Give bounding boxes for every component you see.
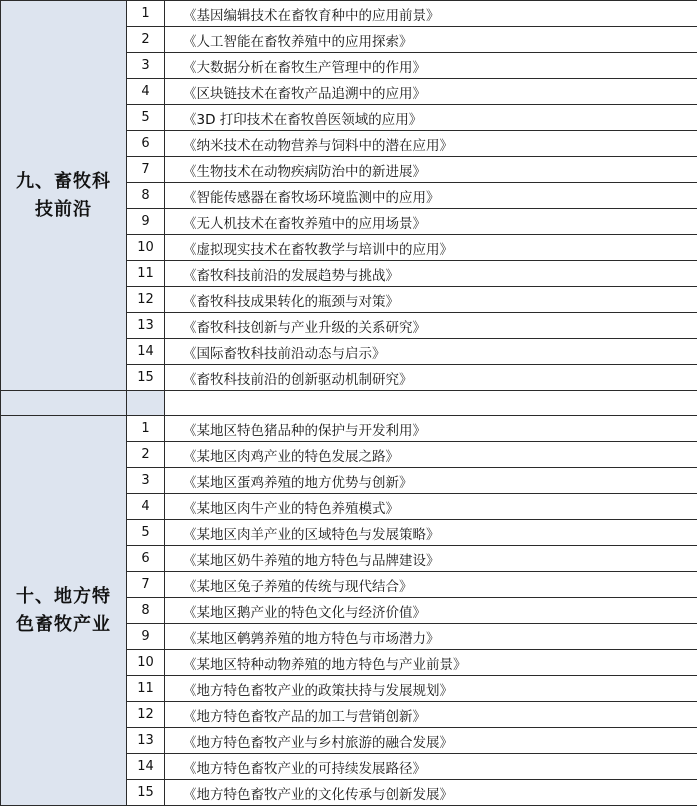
item-title: 《无人机技术在畜牧养殖中的应用场景》 — [165, 209, 697, 235]
table-row — [1, 1, 697, 27]
item-title: 《某地区奶牛养殖的地方特色与品牌建设》 — [165, 546, 697, 572]
separator-row — [1, 391, 697, 416]
item-number: 5 — [127, 105, 165, 131]
item-title: 《某地区肉羊产业的区域特色与发展策略》 — [165, 520, 697, 546]
item-number: 9 — [127, 624, 165, 650]
category-label-line2: 色畜牧产业 — [16, 613, 111, 635]
item-title: 《某地区鹅产业的特色文化与经济价值》 — [165, 598, 697, 624]
item-number: 4 — [127, 494, 165, 520]
item-title: 《某地区兔子养殖的传统与现代结合》 — [165, 572, 697, 598]
category-cell — [1, 416, 127, 806]
item-title: 《某地区特种动物养殖的地方特色与产业前景》 — [165, 650, 697, 676]
item-title: 《智能传感器在畜牧场环境监测中的应用》 — [165, 183, 697, 209]
category-cell — [1, 1, 127, 391]
item-title: 《某地区鹌鹑养殖的地方特色与市场潜力》 — [165, 624, 697, 650]
item-number: 1 — [127, 416, 165, 442]
item-number: 10 — [127, 650, 165, 676]
item-number: 2 — [127, 442, 165, 468]
blank-cell — [127, 391, 165, 416]
item-title: 《畜牧科技成果转化的瓶颈与对策》 — [165, 287, 697, 313]
item-title: 《畜牧科技创新与产业升级的关系研究》 — [165, 313, 697, 339]
item-number: 7 — [127, 157, 165, 183]
blank-cell — [1, 391, 127, 416]
item-number: 7 — [127, 572, 165, 598]
item-title: 《地方特色畜牧产业的可持续发展路径》 — [165, 754, 697, 780]
blank-cell — [165, 391, 697, 416]
topic-table-body — [1, 1, 697, 806]
item-title: 《某地区蛋鸡养殖的地方优势与创新》 — [165, 468, 697, 494]
item-number: 12 — [127, 287, 165, 313]
item-number: 12 — [127, 702, 165, 728]
item-number: 8 — [127, 183, 165, 209]
item-number: 9 — [127, 209, 165, 235]
item-title: 《地方特色畜牧产品的加工与营销创新》 — [165, 702, 697, 728]
item-title: 《3D 打印技术在畜牧兽医领域的应用》 — [165, 105, 697, 131]
item-title: 《区块链技术在畜牧产品追溯中的应用》 — [165, 79, 697, 105]
item-number: 8 — [127, 598, 165, 624]
category-label-line1: 九、畜牧科 — [16, 170, 111, 192]
item-title: 《某地区肉鸡产业的特色发展之路》 — [165, 442, 697, 468]
item-number: 6 — [127, 546, 165, 572]
table-row — [1, 416, 697, 442]
item-number: 14 — [127, 754, 165, 780]
item-number: 6 — [127, 131, 165, 157]
item-number: 2 — [127, 27, 165, 53]
item-number: 13 — [127, 728, 165, 754]
item-number: 15 — [127, 780, 165, 806]
item-title: 《人工智能在畜牧养殖中的应用探索》 — [165, 27, 697, 53]
item-title: 《畜牧科技前沿的发展趋势与挑战》 — [165, 261, 697, 287]
item-title: 《地方特色畜牧产业的政策扶持与发展规划》 — [165, 676, 697, 702]
item-title: 《基因编辑技术在畜牧育种中的应用前景》 — [165, 1, 697, 27]
item-title: 《大数据分析在畜牧生产管理中的作用》 — [165, 53, 697, 79]
item-number: 3 — [127, 53, 165, 79]
item-number: 15 — [127, 365, 165, 391]
item-title: 《地方特色畜牧产业与乡村旅游的融合发展》 — [165, 728, 697, 754]
item-number: 4 — [127, 79, 165, 105]
item-number: 5 — [127, 520, 165, 546]
item-title: 《畜牧科技前沿的创新驱动机制研究》 — [165, 365, 697, 391]
item-number: 13 — [127, 313, 165, 339]
item-title: 《国际畜牧科技前沿动态与启示》 — [165, 339, 697, 365]
category-label-line1: 十、地方特 — [16, 585, 111, 607]
category-label-line2: 技前沿 — [35, 198, 92, 220]
item-number: 11 — [127, 261, 165, 287]
item-title: 《虚拟现实技术在畜牧教学与培训中的应用》 — [165, 235, 697, 261]
item-title: 《地方特色畜牧产业的文化传承与创新发展》 — [165, 780, 697, 806]
item-number: 14 — [127, 339, 165, 365]
item-title: 《某地区特色猪品种的保护与开发利用》 — [165, 416, 697, 442]
item-number: 3 — [127, 468, 165, 494]
item-title: 《纳米技术在动物营养与饲料中的潜在应用》 — [165, 131, 697, 157]
item-number: 10 — [127, 235, 165, 261]
item-title: 《某地区肉牛产业的特色养殖模式》 — [165, 494, 697, 520]
item-number: 11 — [127, 676, 165, 702]
item-title: 《生物技术在动物疾病防治中的新进展》 — [165, 157, 697, 183]
item-number: 1 — [127, 1, 165, 27]
